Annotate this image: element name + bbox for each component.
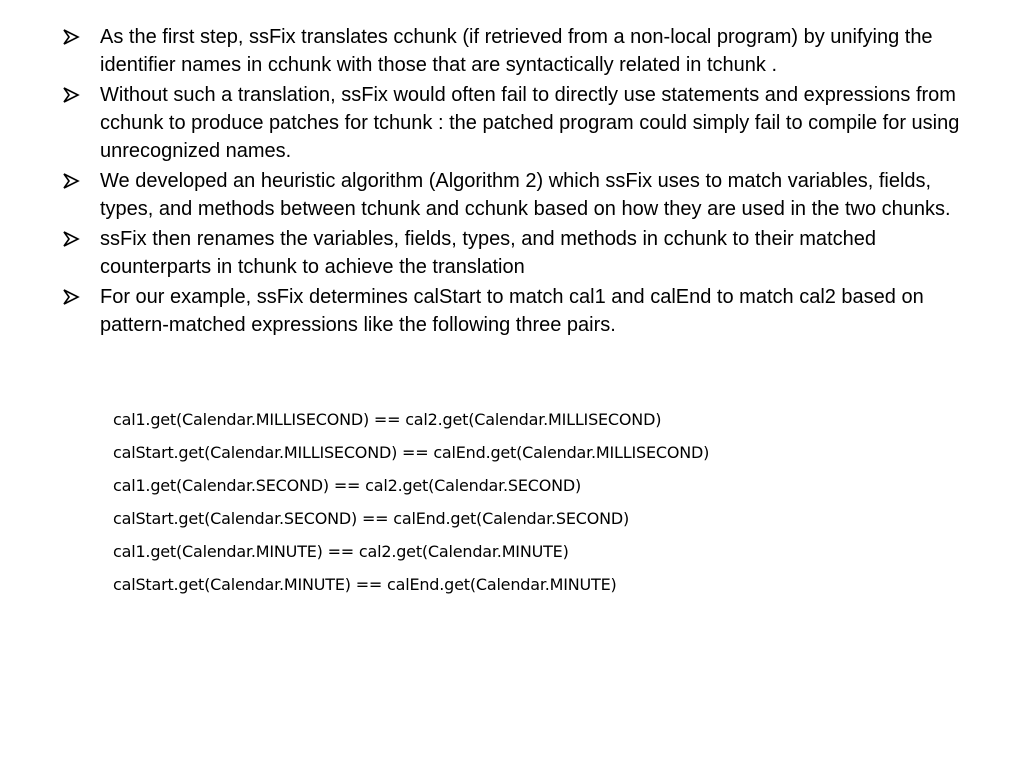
- code-line: cal1.get(Calendar.MINUTE) == cal2.get(Calendar.MINUTE): [113, 542, 569, 561]
- code-line: calStart.get(Calendar.MILLISECOND) == calEnd.get(Calendar.MILLISECOND): [113, 443, 710, 462]
- bullet-text: As the first step, ssFix translates cchunk (if retrieved from a non-local program) by unifying the identifier names in cchunk with those that are syntactically related in tchunk .: [100, 26, 933, 76]
- arrow-bullet-icon: [62, 231, 80, 247]
- code-line: cal1.get(Calendar.SECOND) == cal2.get(Calendar.SECOND): [113, 476, 582, 495]
- bullet-item: [62, 283, 962, 339]
- bullet-list: [62, 23, 962, 341]
- bullet-item: [62, 23, 962, 79]
- bullet-text: ssFix then renames the variables, fields, types, and methods in cchunk to their matched counterparts in tchunk to achieve the translation: [100, 228, 876, 278]
- bullet-text: For our example, ssFix determines calStart to match cal1 and calEnd to match cal2 based on pattern-matched expressions like the following three pairs.: [100, 286, 924, 336]
- code-line: cal1.get(Calendar.MILLISECOND) == cal2.get(Calendar.MILLISECOND): [113, 410, 662, 429]
- arrow-bullet-icon: [62, 289, 80, 305]
- bullet-item: [62, 81, 962, 165]
- arrow-bullet-icon: [62, 173, 80, 189]
- bullet-text: Without such a translation, ssFix would often fail to directly use statements and expressions from cchunk to produce patches for tchunk : the patched program could simply fail to compile for using unrecognized names.: [100, 84, 960, 162]
- bullet-item: [62, 225, 962, 281]
- bullet-text: We developed an heuristic algorithm (Algorithm 2) which ssFix uses to match variables, fields, types, and methods between tchunk and cchunk based on how they are used in the two chunks.: [100, 170, 951, 220]
- bullet-item: [62, 167, 962, 223]
- code-example-list: [113, 403, 709, 601]
- code-line: calStart.get(Calendar.MINUTE) == calEnd.get(Calendar.MINUTE): [113, 575, 617, 594]
- code-line: calStart.get(Calendar.SECOND) == calEnd.get(Calendar.SECOND): [113, 509, 630, 528]
- arrow-bullet-icon: [62, 87, 80, 103]
- arrow-bullet-icon: [62, 29, 80, 45]
